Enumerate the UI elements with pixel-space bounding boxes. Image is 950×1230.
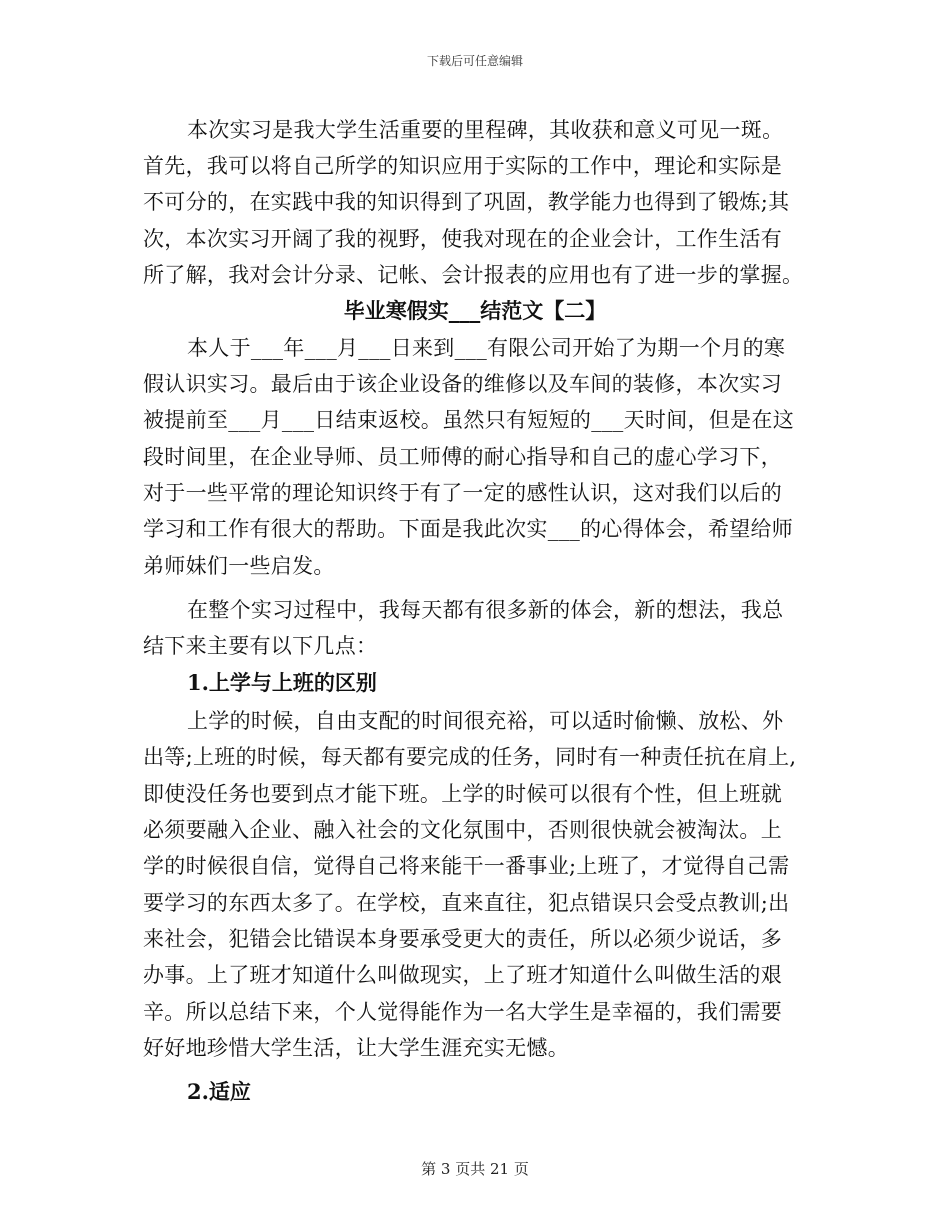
page-header: 下载后可任意编辑 (426, 54, 523, 68)
paragraph-line: 首先，我可以将自己所学的知识应用于实际的工作中，理论和实际是 (143, 154, 782, 178)
paragraph-line: 即使没任务也要到点才能下班。上学的时候可以很有个性，但上班就 (143, 782, 782, 806)
paragraph-line: 被提前至___月___日结束返校。虽然只有短短的___天时间，但是在这 (143, 408, 794, 432)
paragraph-line: 要学习的东西太多了。在学校，直来直往，犯点错误只会受点教训;出 (143, 891, 790, 915)
paragraph-line: 辛。所以总结下来，个人觉得能作为一名大学生是幸福的，我们需要 (143, 1000, 782, 1024)
paragraph-line: 出等;上班的时候，每天都有要完成的任务，同时有一种责任抗在肩上, (143, 745, 797, 769)
paragraph-line: 学的时候很自信，觉得自己将来能干一番事业;上班了，才觉得自己需 (143, 854, 790, 878)
paragraph-line: 弟师妹们一些启发。 (143, 554, 335, 578)
paragraph-line: 本人于___年___月___日来到___有限公司开始了为期一个月的寒 (187, 336, 786, 360)
paragraph-line: 来社会，犯错会比错误本身要承受更大的责任，所以必须少说话，多 (143, 927, 782, 951)
paragraph-line: 办事。上了班才知道什么叫做现实，上了班才知道什么叫做生活的艰 (143, 963, 782, 987)
paragraph-line: 上学的时候，自由支配的时间很充裕，可以适时偷懒、放松、外 (187, 709, 784, 733)
paragraph-line: 所了解，我对会计分录、记帐、会计报表的应用也有了进一步的掌握。 (143, 263, 804, 287)
subheading-1: 1.上学与上班的区别 (187, 670, 377, 695)
paragraph-line: 次，本次实习开阔了我的视野，使我对现在的企业会计，工作生活有 (143, 227, 782, 251)
paragraph-line: 假认识实习。最后由于该企业设备的维修以及车间的装修，本次实习 (143, 372, 782, 396)
paragraph-line: 好好地珍惜大学生活，让大学生涯充实无憾。 (143, 1036, 569, 1060)
paragraph-line: 学习和工作有很大的帮助。下面是我此次实___的心得体会，希望给师 (143, 517, 794, 541)
paragraph-line: 结下来主要有以下几点： (143, 634, 378, 658)
paragraph-line: 本次实习是我大学生活重要的里程碑，其收获和意义可见一斑。 (187, 118, 784, 142)
paragraph-line: 对于一些平常的理论知识终于有了一定的感性认识，这对我们以后的 (143, 481, 782, 505)
section-title: 毕业寒假实___结范文【二】 (343, 298, 607, 323)
paragraph-line: 在整个实习过程中，我每天都有很多新的体会，新的想法，我总 (187, 598, 784, 622)
subheading-2: 2.适应 (187, 1079, 251, 1104)
paragraph-line: 段时间里，在企业导师、员工师傅的耐心指导和自己的虚心学习下， (143, 445, 782, 469)
paragraph-line: 不可分的，在实践中我的知识得到了巩固，教学能力也得到了锻炼;其 (143, 190, 790, 214)
paragraph-line: 必须要融入企业、融入社会的文化氛围中，否则很快就会被淘汰。上 (143, 818, 782, 842)
page-footer: 第 3 页共 21 页 (421, 1160, 529, 1178)
